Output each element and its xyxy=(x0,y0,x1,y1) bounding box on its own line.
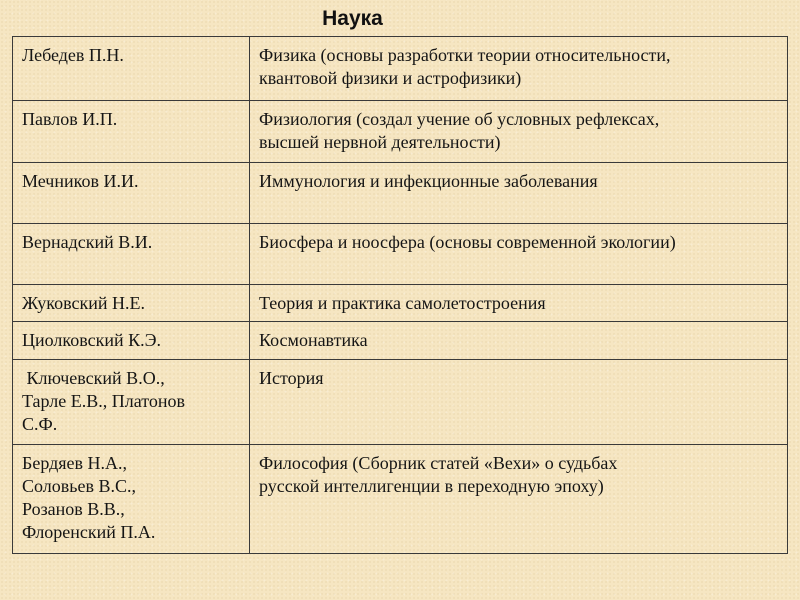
person-name: Флоренский П.А. xyxy=(22,522,156,542)
person-name: Ключевский В.О., xyxy=(22,368,165,388)
science-table xyxy=(12,36,788,554)
person-name: Тарле Е.В., Платонов xyxy=(22,391,186,411)
field-text: Физика (основы разработки теории относительности, xyxy=(259,45,671,65)
person-cell xyxy=(13,224,250,285)
person-cell xyxy=(13,445,250,554)
person-name: Соловьев В.С., xyxy=(22,476,136,496)
person-cell xyxy=(13,285,250,322)
table-row xyxy=(13,224,788,285)
person-name: Мечников И.И. xyxy=(22,171,139,191)
field-text: высшей нервной деятельности) xyxy=(259,132,501,152)
person-name: Вернадский В.И. xyxy=(22,232,153,252)
field-cell xyxy=(250,163,788,224)
field-cell xyxy=(250,101,788,163)
person-name: Бердяев Н.А., xyxy=(22,453,128,473)
field-cell xyxy=(250,445,788,554)
person-name: Павлов И.П. xyxy=(22,109,118,129)
table-row xyxy=(13,101,788,163)
field-cell xyxy=(250,285,788,322)
person-cell xyxy=(13,101,250,163)
field-text: Физиология (создал учение об условных рефлексах, xyxy=(259,109,660,129)
person-cell xyxy=(13,163,250,224)
person-name: Жуковский Н.Е. xyxy=(22,293,145,313)
field-text: История xyxy=(259,368,324,388)
person-cell xyxy=(13,322,250,360)
field-text: Теория и практика самолетостроения xyxy=(259,293,546,313)
field-cell xyxy=(250,224,788,285)
table-row xyxy=(13,285,788,322)
field-text: Философия (Сборник статей «Вехи» о судьбах xyxy=(259,453,618,473)
person-name: Розанов В.В., xyxy=(22,499,125,519)
person-name: С.Ф. xyxy=(22,414,58,434)
person-cell xyxy=(13,37,250,101)
table-row xyxy=(13,360,788,445)
table-row xyxy=(13,37,788,101)
person-name: Лебедев П.Н. xyxy=(22,45,124,65)
field-cell xyxy=(250,37,788,101)
field-text: русской интеллигенции в переходную эпоху) xyxy=(259,476,604,496)
field-cell xyxy=(250,322,788,360)
person-name: Циолковский К.Э. xyxy=(22,330,161,350)
page-title: Наука xyxy=(322,7,383,30)
table-row xyxy=(13,445,788,554)
table-row xyxy=(13,163,788,224)
field-text: Биосфера и ноосфера (основы современной экологии) xyxy=(259,232,676,252)
field-text: Иммунология и инфекционные заболевания xyxy=(259,171,598,191)
field-text: Космонавтика xyxy=(259,330,368,350)
table-row xyxy=(13,322,788,360)
field-cell xyxy=(250,360,788,445)
field-text: квантовой физики и астрофизики) xyxy=(259,68,522,88)
person-cell xyxy=(13,360,250,445)
